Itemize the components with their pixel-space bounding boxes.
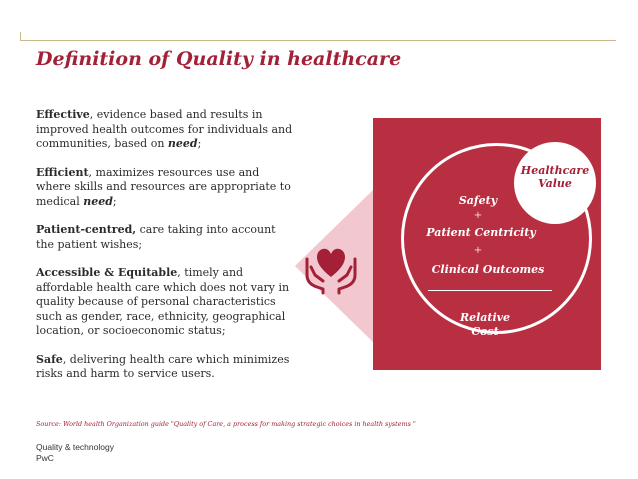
- definition-text: , evidence based and results in improved health outcomes for individuals and communities, based on: [36, 108, 293, 150]
- relative-label: Relative: [459, 311, 511, 324]
- definition-emphasis: need: [83, 194, 113, 208]
- definition-text: , delivering health care which minimizes risks and harm to service users.: [36, 352, 290, 380]
- definition-term: Effective: [36, 108, 90, 121]
- definition-term: Patient-centred,: [36, 223, 137, 236]
- definition-text: , maximizes resources use and where skills and resources are appropriate to medical: [36, 165, 291, 208]
- definition-term: Efficient: [36, 165, 89, 179]
- value-fraction-divider: [428, 290, 552, 291]
- footer-brand: PwC: [36, 453, 54, 463]
- definition-accessible-equitable: [36, 266, 294, 339]
- definition-effective: [36, 108, 294, 152]
- definition-term: Safe: [36, 352, 63, 366]
- definition-text: care taking into account the patient wishes;: [36, 223, 276, 251]
- definition-safe: [36, 353, 294, 382]
- definition-term: Accessible & Equitable: [36, 266, 178, 279]
- header-rule: [20, 40, 616, 41]
- footer-section: Quality & technology: [36, 442, 114, 452]
- safety-label: Safety: [458, 194, 498, 207]
- plus-sign: +: [473, 245, 483, 256]
- definition-tail: ;: [197, 137, 202, 150]
- definition-patient-centred: [36, 223, 294, 252]
- definition-emphasis: need: [167, 137, 198, 150]
- source-citation: Source: World health Organization guide "Quality of Care, a process for making strategic choices in health systems ": [36, 420, 416, 428]
- patient-centricity-label: Patient Centricity: [426, 226, 536, 239]
- footer: [36, 442, 114, 464]
- plus-sign: +: [473, 210, 483, 221]
- definition-efficient: [36, 166, 294, 210]
- definitions-list: [36, 108, 294, 396]
- page-title: Definition of Quality in healthcare: [36, 48, 402, 70]
- healthcare-value-label: Healthcare Value: [520, 164, 590, 190]
- clinical-outcomes-label: Clinical Outcomes: [431, 263, 545, 276]
- cost-label: Cost: [471, 325, 499, 338]
- definition-tail: ;: [112, 194, 117, 208]
- hands-holding-heart-icon: [301, 237, 361, 297]
- definition-text: , timely and affordable health care which does not vary in quality because of personal characteristics such as gender, race, ethnicity, geographical location, or socioeconomic status;: [36, 266, 290, 337]
